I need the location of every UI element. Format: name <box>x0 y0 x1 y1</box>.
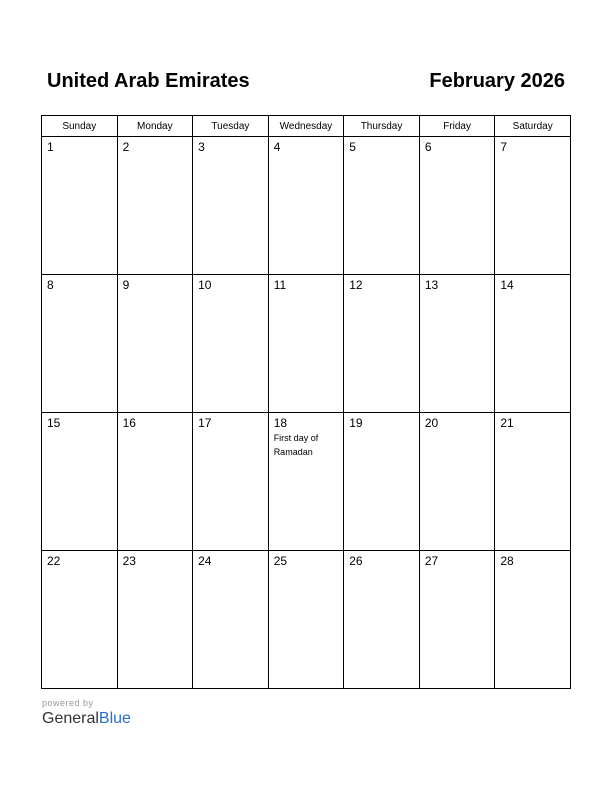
day-cell <box>42 137 118 275</box>
day-cell <box>193 413 269 551</box>
day-number: 18 <box>273 416 288 430</box>
day-number: 2 <box>122 140 130 154</box>
day-cell <box>193 275 269 413</box>
day-cell <box>117 137 193 275</box>
day-cell <box>117 413 193 551</box>
weekday-tuesday: Tuesday <box>193 116 269 137</box>
day-number: 6 <box>424 140 432 154</box>
day-number: 8 <box>47 278 54 292</box>
day-cell <box>495 137 571 275</box>
weekday-sunday: Sunday <box>42 116 118 137</box>
day-cell <box>495 413 571 551</box>
day-number: 1 <box>47 140 54 154</box>
day-number: 19 <box>349 416 363 430</box>
day-number: 4 <box>273 140 281 154</box>
day-number: 24 <box>198 554 212 568</box>
generalblue-logo[interactable] <box>42 709 131 729</box>
day-cell <box>268 275 344 413</box>
day-cell <box>268 137 344 275</box>
day-number: 21 <box>500 416 514 430</box>
day-number: 3 <box>198 140 205 154</box>
day-number: 15 <box>47 416 61 430</box>
day-number: 14 <box>500 278 514 292</box>
day-cell <box>344 551 420 689</box>
day-number: 17 <box>198 416 212 430</box>
weekday-monday: Monday <box>117 116 193 137</box>
day-cell <box>42 551 118 689</box>
day-number: 5 <box>349 140 356 154</box>
day-cell <box>268 413 344 551</box>
day-number: 25 <box>273 554 288 568</box>
day-cell <box>419 275 495 413</box>
day-cell <box>419 551 495 689</box>
day-cell <box>117 275 193 413</box>
day-cell <box>419 413 495 551</box>
calendar-header <box>47 70 565 100</box>
weekday-friday: Friday <box>419 116 495 137</box>
day-number: 28 <box>500 554 514 568</box>
holiday-event: First day of Ramadan <box>273 433 319 457</box>
weekday-thursday: Thursday <box>344 116 420 137</box>
day-cell <box>117 551 193 689</box>
month-year-title: February 2026 <box>429 70 565 92</box>
weekday-saturday: Saturday <box>495 116 571 137</box>
day-cell <box>419 137 495 275</box>
brand-general-text: General <box>42 710 99 727</box>
day-cell <box>495 275 571 413</box>
week-row-2 <box>42 275 571 413</box>
day-number: 10 <box>198 278 212 292</box>
week-row-4 <box>42 551 571 689</box>
day-number: 16 <box>122 416 136 430</box>
day-cell <box>495 551 571 689</box>
calendar-grid <box>41 115 571 689</box>
branding-footer[interactable] <box>42 698 131 729</box>
day-cell <box>193 551 269 689</box>
country-title: United Arab Emirates <box>47 70 250 92</box>
weekday-header-row <box>42 116 571 137</box>
day-cell <box>268 551 344 689</box>
day-number: 27 <box>424 554 439 568</box>
weekday-wednesday: Wednesday <box>268 116 344 137</box>
day-cell <box>344 413 420 551</box>
day-cell <box>193 137 269 275</box>
week-row-3 <box>42 413 571 551</box>
day-number: 11 <box>273 278 287 292</box>
day-cell <box>42 413 118 551</box>
day-cell <box>42 275 118 413</box>
day-number: 12 <box>349 278 363 292</box>
day-cell <box>344 137 420 275</box>
day-number: 7 <box>500 140 508 154</box>
week-row-1 <box>42 137 571 275</box>
brand-blue-text: Blue <box>98 710 131 727</box>
day-number: 13 <box>424 278 439 292</box>
powered-by-label: powered by <box>42 698 94 708</box>
day-number: 26 <box>349 554 363 568</box>
day-number: 9 <box>122 278 130 292</box>
day-cell <box>344 275 420 413</box>
day-number: 23 <box>122 554 136 568</box>
day-number: 22 <box>47 554 61 568</box>
day-number: 20 <box>424 416 439 430</box>
